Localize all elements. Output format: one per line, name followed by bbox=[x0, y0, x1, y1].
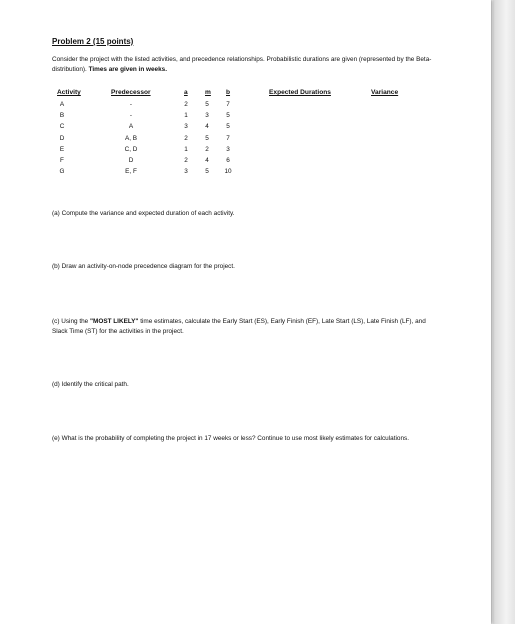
cell-b: 5 bbox=[226, 123, 230, 131]
question-a: (a) Compute the variance and expected duration of each activity. bbox=[52, 210, 235, 217]
header-variance: Variance bbox=[371, 89, 399, 96]
cell-activity: E bbox=[59, 145, 65, 153]
header-a: a bbox=[184, 89, 188, 96]
question-c bbox=[52, 317, 442, 336]
header-predecessor: Predecessor bbox=[111, 89, 151, 96]
cell-predecessor: A bbox=[128, 123, 134, 131]
cell-activity: C bbox=[59, 123, 65, 131]
cell-predecessor: C, D bbox=[124, 145, 138, 153]
cell-activity: G bbox=[59, 168, 65, 176]
cell-b: 5 bbox=[226, 112, 230, 120]
cell-predecessor: A, B bbox=[124, 134, 138, 142]
cell-m: 5 bbox=[205, 134, 209, 142]
header-activity: Activity bbox=[57, 89, 81, 96]
cell-b: 10 bbox=[224, 168, 232, 176]
cell-b: 3 bbox=[226, 145, 230, 153]
question-e: (e) What is the probability of completing the project in 17 weeks or less? Continue to use most likely estimates for calculations. bbox=[52, 435, 409, 442]
intro-bold-text: Times are given in weeks. bbox=[88, 65, 167, 73]
cell-m: 5 bbox=[205, 101, 209, 108]
problem-title: Problem 2 (15 points) bbox=[52, 37, 134, 46]
cell-b: 6 bbox=[226, 157, 230, 164]
cell-a: 1 bbox=[184, 145, 188, 153]
problem-intro bbox=[52, 55, 432, 74]
cell-activity: F bbox=[60, 157, 64, 164]
cell-m: 4 bbox=[205, 123, 209, 131]
cell-predecessor: D bbox=[128, 157, 134, 164]
question-c-end: time estimates, calculate the Early Start (ES), Early Finish (EF), Late Start (LS), Late Finish (LF), and Slack Time (ST) for the activities in the project. bbox=[52, 318, 426, 335]
cell-activity: D bbox=[59, 134, 65, 142]
question-c-start: (c) Using the bbox=[52, 318, 91, 325]
vertical-scrollbar[interactable] bbox=[493, 0, 515, 624]
cell-predecessor: - bbox=[129, 101, 133, 108]
cell-a: 3 bbox=[184, 123, 188, 131]
cell-m: 4 bbox=[205, 157, 209, 164]
cell-m: 3 bbox=[205, 112, 209, 120]
header-b: b bbox=[226, 89, 231, 96]
intro-text: Consider the project with the listed activities, and precedence relationships. Probabilistic durations are given (represented by the Beta-distribution). bbox=[52, 56, 432, 73]
cell-a: 1 bbox=[184, 112, 188, 120]
header-expected-durations: Expected Durations bbox=[269, 89, 331, 96]
question-d: (d) Identify the critical path. bbox=[52, 381, 129, 388]
cell-a: 2 bbox=[184, 134, 188, 142]
header-m: m bbox=[205, 89, 211, 96]
cell-activity: A bbox=[59, 101, 65, 108]
cell-activity: B bbox=[59, 112, 65, 120]
question-c-bold: "MOST LIKELY" bbox=[90, 318, 139, 325]
cell-m: 5 bbox=[205, 168, 209, 176]
cell-b: 7 bbox=[226, 134, 230, 142]
cell-a: 2 bbox=[184, 157, 188, 164]
cell-m: 2 bbox=[205, 145, 209, 153]
question-b: (b) Draw an activity-on-node precedence diagram for the project. bbox=[52, 263, 235, 270]
cell-predecessor: E, F bbox=[125, 168, 137, 176]
cell-predecessor: - bbox=[129, 112, 133, 120]
cell-b: 7 bbox=[226, 101, 230, 108]
cell-a: 2 bbox=[184, 101, 188, 108]
cell-a: 3 bbox=[184, 168, 188, 176]
